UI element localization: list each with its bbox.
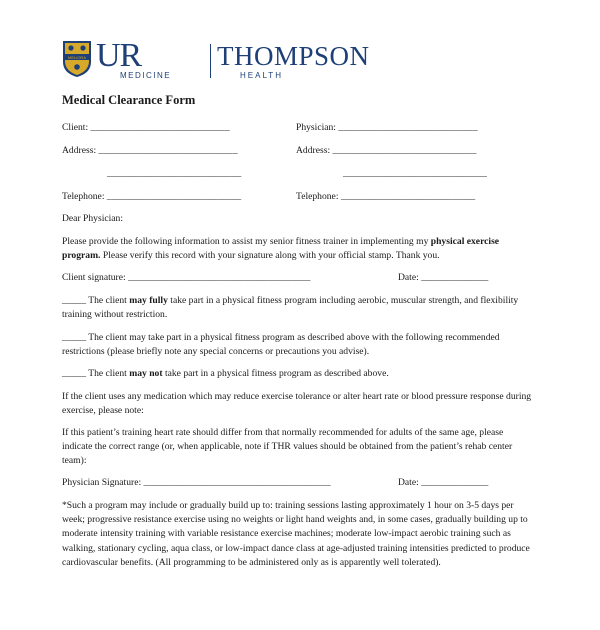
client-telephone-label: Telephone: [62,191,105,202]
physician-telephone-field[interactable] [296,190,475,204]
option-no-clearance[interactable]: _____ The client may not take part in a physical fitness program as described above. [62,368,389,379]
client-label: Client: [62,122,89,133]
logo-health: HEALTH [240,71,283,80]
physician-date-field[interactable] [398,476,488,490]
physician-address-line: ______________________________ [332,145,477,156]
option-restricted-clearance[interactable]: _____ The client may take part in a physical fitness program as described above with the following recommended restrictions (please briefly note any special concerns or precautions you advise). [62,332,500,358]
option-full-clearance[interactable]: _____ The client may fully take part in a physical fitness program including aerobic, muscular strength, and flexibility training without restriction. [62,295,519,321]
logo-thompson: THOMPSON [217,41,370,71]
physician-telephone-label: Telephone: [296,191,339,202]
client-signature-label: Client signature: [62,272,126,283]
client-address-label: Address: [62,145,97,156]
client-signature-field[interactable] [62,271,310,285]
medication-paragraph: If the client uses any medication which may reduce exercise tolerance or alter heart rate or blood pressure response during exercise, please note: [62,391,532,417]
client-telephone-line: ____________________________ [106,191,242,202]
physician-label: Physician: [296,122,336,133]
heart-rate-paragraph: If this patient’s training heart rate should differ from that normally recommended for adults of the same age, please indicate the correct range (or, when applicable, note if THR values should be obtained from the patient’s rehab center team): [62,427,513,467]
footnote-paragraph: *Such a program may include or gradually build up to: training sessions lasting approximately 1 hour on 3-5 days per week; progressive resistance exercise using no weights or light hand weights and, in some cases, gradually building up to moderate intensity training with variable resistance exercise machines; moderate low-impact aerobic training such as walking, stationary cycling, aqua class, or low-impact dance class at age-adjusted training intensities predicted to produce cardiovascular benefits. (All programming to be administered only as is apparently well tolerated). [62,500,530,568]
client-address-line: _____________________________ [98,145,238,156]
physician-signature-field[interactable] [62,476,331,490]
intro-bold: physical exercise program. [62,236,500,262]
option-2-blank: _____ [62,332,86,343]
option-1-blank: _____ [62,295,86,306]
logo-ur: UR [96,37,142,74]
physician-address-line-2[interactable]: ______________________________ [343,168,487,179]
logo-divider [210,44,211,78]
physician-signature-label: Physician Signature: [62,477,142,488]
physician-field[interactable] [296,121,478,135]
logo-medicine: MEDICINE [120,71,172,80]
form-title: Medical Clearance Form [62,93,196,107]
physician-telephone-line: ____________________________ [340,191,476,202]
intro-paragraph: Please provide the following information to assist my senior fitness trainer in implementing my physical exercise program. Please verify this record with your signature along with your official stamp. Thank you. [62,236,500,262]
client-field[interactable] [62,121,230,135]
client-signature-line: ______________________________________ [128,272,311,283]
physician-date-label: Date: [398,477,419,488]
physician-signature-line: _______________________________________ [143,477,331,488]
client-address-field[interactable] [62,144,238,158]
client-date-label: Date: [398,272,419,283]
client-line: _____________________________ [90,122,230,133]
physician-address-field[interactable] [296,144,476,158]
shield-motto: MELIORA [67,55,87,60]
client-date-field[interactable] [398,271,488,285]
option-3-blank: _____ [62,368,86,379]
ur-thompson-logo [62,37,370,82]
physician-address-label: Address: [296,145,331,156]
physician-date-line: ______________ [421,477,489,488]
greeting: Dear Physician: [62,213,124,224]
physician-line: _____________________________ [338,122,478,133]
client-date-line: ______________ [421,272,489,283]
client-telephone-field[interactable] [62,190,241,204]
shield-icon [62,40,92,78]
client-address-line-2[interactable]: ____________________________ [107,168,242,179]
